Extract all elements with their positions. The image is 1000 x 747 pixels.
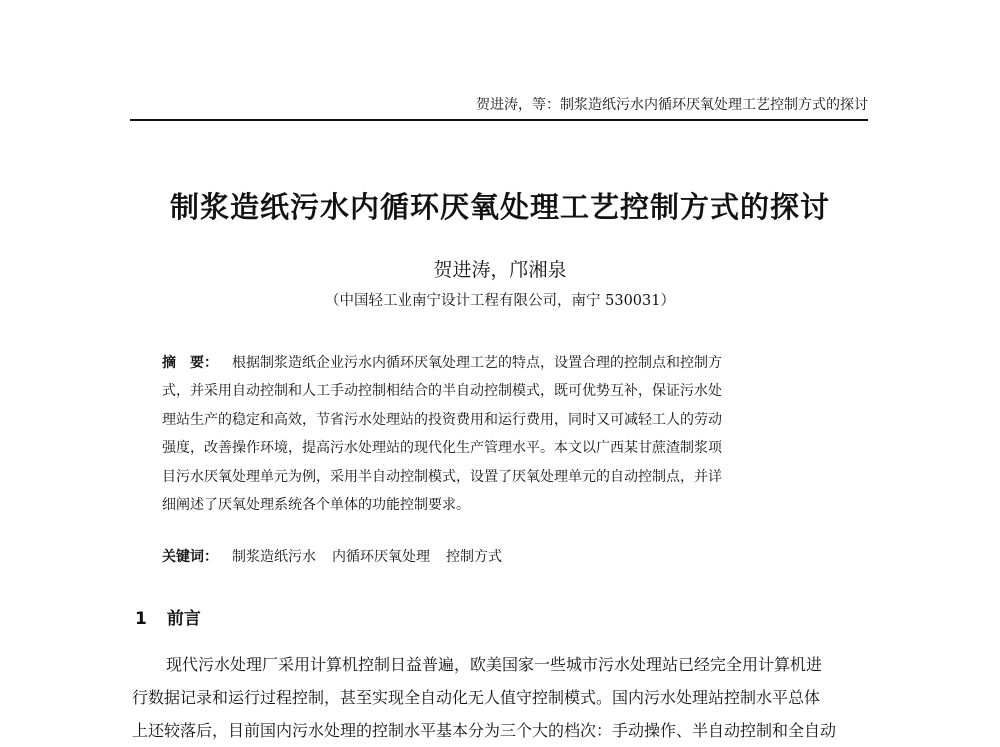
authors: 贺进涛，邝湘泉 [433, 259, 567, 281]
body-text [132, 648, 872, 747]
section-heading [135, 604, 201, 629]
abstract-line: 理站生产的稳定和高效，节省污水处理站的投资费用和运行费用，同时又可减轻工人的劳动 [162, 411, 722, 428]
abstract-line: 强度，改善操作环境，提高污水处理站的现代化生产管理水平。本文以广西某甘蔗渣制浆项 [162, 440, 722, 457]
keyword: 内循环厌氧处理 [332, 549, 430, 565]
paper-title: 制浆造纸污水内循环厌氧处理工艺控制方式的探讨 [169, 190, 830, 224]
keyword: 制浆造纸污水 [232, 549, 316, 565]
abstract-line [162, 349, 842, 377]
body-line: 现代污水处理厂采用计算机控制日益普遍，欧美国家一些城市污水处理站已经完全用计算机进 [166, 655, 823, 674]
keyword: 控制方式 [446, 549, 502, 565]
abstract-line: 目污水厌氧处理单元为例，采用半自动控制模式，设置了厌氧处理单元的自动控制点，并详 [162, 468, 722, 485]
section-title: 前言 [166, 609, 201, 629]
affiliation: （中国轻工业南宁设计工程有限公司，南宁 530031） [325, 293, 675, 309]
body-line: 上还较落后，目前国内污水处理的控制水平基本分为三个大的档次：手动操作、半自动控制和全自动 [132, 721, 837, 740]
keywords [162, 546, 518, 566]
body-line: 行数据记录和运行过程控制，甚至实现全自动化无人值守控制模式。国内污水处理站控制水平总体 [132, 688, 821, 707]
keywords-label: 关键词： [162, 549, 218, 565]
running-header: 贺进涛，等：制浆造纸污水内循环厌氧处理工艺控制方式的探讨 [476, 97, 868, 113]
abstract-line: 式，并采用自动控制和人工手动控制相结合的半自动控制模式，既可优势互补，保证污水处 [162, 383, 722, 400]
abstract-text: 根据制浆造纸企业污水内循环厌氧处理工艺的特点，设置合理的控制点和控制方 [232, 355, 722, 371]
abstract-label: 摘 要： [162, 355, 218, 371]
abstract-line: 细阐述了厌氧处理系统各个单体的功能控制要求。 [162, 496, 470, 513]
section-number: 1 [135, 609, 147, 629]
abstract [162, 349, 842, 519]
header-rule [130, 119, 868, 121]
